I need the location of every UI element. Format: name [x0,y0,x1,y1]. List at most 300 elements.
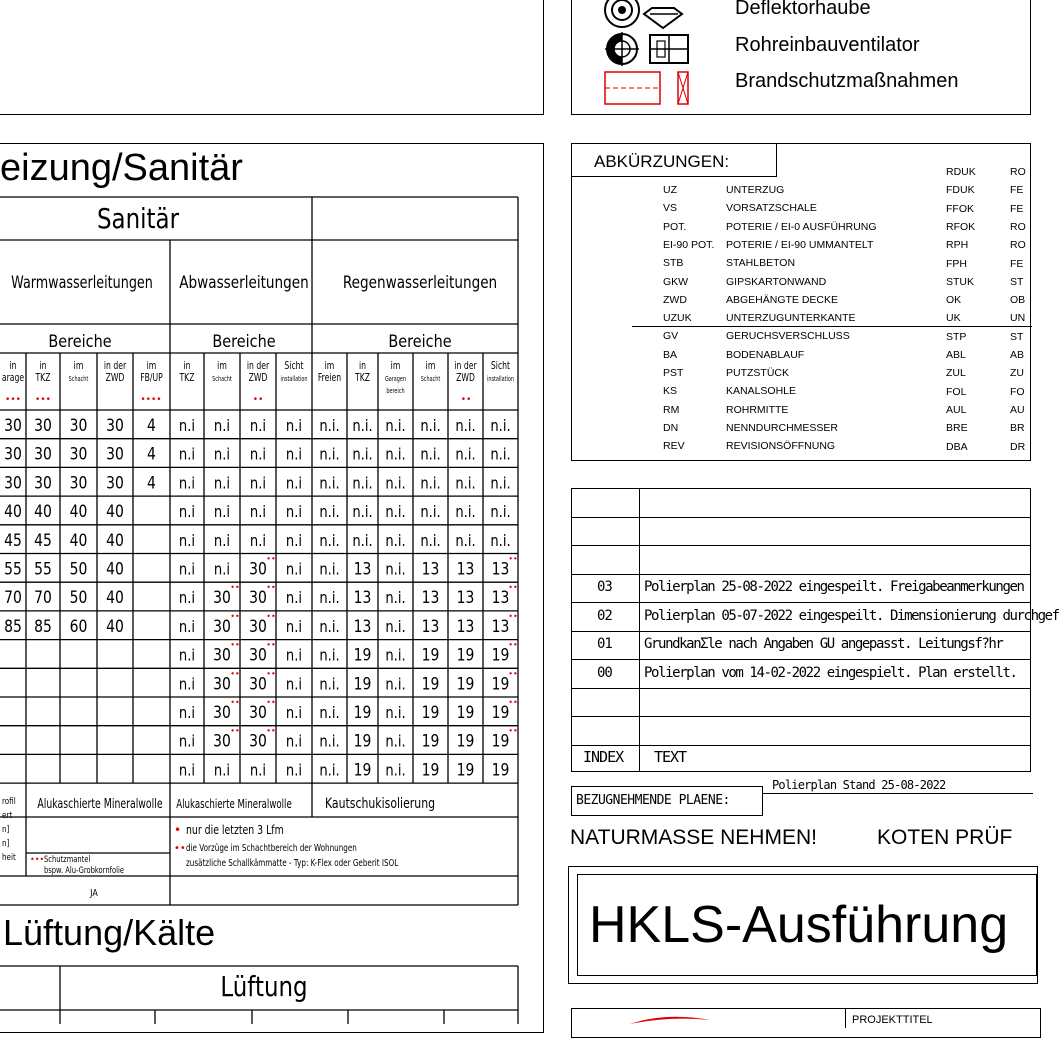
table-cell: 40 [106,587,124,608]
table-cell: n.i [178,445,196,465]
column-header: bereich [386,387,405,396]
footnote-marker: •• [508,640,518,650]
table-cell: n.i [285,416,303,436]
revision-row-line [571,716,1031,717]
revision-row-line [571,688,1031,689]
abbr-key: AUL [946,403,967,416]
table-cell: n.i [178,703,196,723]
abbr-key: DBA [946,440,968,453]
abbr-key: FDUK [946,184,975,197]
table-cell: 19 [421,673,440,694]
table-cell: 19 [491,731,510,752]
table-cell: n.i [285,531,303,551]
table-cell: 40 [69,501,88,522]
column-header: Sicht [490,359,511,373]
abbr-value: PUTZSTÜCK [726,367,789,379]
footnote-marker: •• [174,843,186,854]
table-cell: 19 [353,702,372,723]
table-cell: 85 [4,616,22,637]
table-cell: 30 [213,616,231,637]
abbr-key: EI-90 POT. [663,238,715,251]
footnote-marker: •• [508,669,518,679]
abbr-key: OK [946,294,962,307]
schutz-note-2: bspw. Alu-Grobkornfolie [44,865,124,876]
table-cell: n.i. [319,732,340,752]
abbr-value: OB [1010,294,1026,307]
abbr-value: RO [1010,239,1026,252]
abbr-value: ZU [1010,367,1024,380]
table-cell: n.i. [385,588,406,608]
table-cell: n.i. [319,560,340,579]
table-cell: n.i. [385,445,406,465]
table-cell: 4 [147,415,156,436]
koten-note: KOTEN PRÜF [877,826,1013,849]
table-cell: n.i. [319,675,340,694]
revision-row-line [571,745,1031,746]
table-cell: 30 [213,645,231,665]
table-cell: n.i. [420,445,441,465]
abbr-key: BRE [946,422,968,435]
table-cell: n.i. [385,617,406,637]
abbr-value: RO [1010,166,1026,178]
table-cell: n.i. [490,531,511,551]
table-cell: 19 [491,760,510,780]
abbr-key: UZUK [663,312,692,325]
table-cell: n.i [285,502,303,522]
table-cell: n.i [178,646,196,665]
table-cell: n.i. [420,531,441,551]
table-cell: n.i. [385,732,406,752]
column-header: im [324,359,335,373]
table-cell: 30 [249,731,267,752]
column-header: Freien [317,371,342,385]
abbr-key: FOL [946,385,967,398]
abbr-value: NENNDURCHMESSER [726,421,839,434]
table-cell: n.i [178,474,196,493]
column-header: in der [103,359,127,373]
table-cell: 13 [491,587,510,608]
table-cell: n.i [285,617,303,637]
table-cell: 13 [421,587,440,608]
table-cell: n.i [249,761,267,780]
left-fragment-text: heit [2,851,16,863]
naturmasse-note: NATURMASSE NEHMEN! [570,826,817,849]
table-cell: n.i [213,761,231,780]
column-header: im [217,359,227,373]
table-cell: 13 [421,616,440,637]
footnote-marker: •• [230,611,240,621]
table-cell: 19 [456,645,475,665]
table-cell: 30 [69,415,88,436]
table-cell: 60 [69,616,88,637]
table-cell: 30 [4,444,22,465]
material-warm: Alukaschierte Mineralwolle [37,795,163,812]
table-cell: 40 [106,616,124,637]
table-cell: 4 [147,473,156,493]
table-cell: n.i [285,732,303,752]
lueftung-kaelte-title: Lüftung/Kälte [3,912,216,953]
abbr-value: AB [1010,349,1025,361]
abbr-key: BA [663,348,678,361]
table-cell: 19 [456,760,475,780]
table-cell: n.i. [385,761,406,780]
revision-row-line [571,602,1031,603]
abbr-key: ZUL [946,367,966,380]
table-cell: 50 [69,587,88,608]
table-cell: n.i. [385,502,406,522]
table-cell: n.i. [352,502,373,522]
table-cell: 13 [353,587,372,608]
hkls-title: HKLS-Ausführung [589,896,1009,954]
footnote-marker: •• [508,611,518,621]
column-header: TKZ [179,371,195,385]
table-cell: n.i. [385,675,406,694]
footnote-marker: •••• [140,395,162,405]
table-cell: 19 [456,731,475,752]
table-cell: n.i. [352,531,373,551]
abbr-key: UZ [663,184,677,196]
table-cell: 30 [213,731,231,752]
table-cell: n.i. [319,445,340,465]
table-cell: 30 [4,415,22,436]
column-header: TKZ [354,371,371,385]
table-cell: n.i [213,416,231,436]
abbr-value: VORSATZSCHALE [726,202,817,215]
revision-row-line [571,545,1031,546]
column-header: in [358,359,367,373]
revision-index: 03 [597,579,612,595]
footnote-marker: •• [266,611,276,621]
table-cell: n.i. [319,617,340,637]
abbr-value: FE [1010,184,1024,197]
schutz-note-1: Schutzmantel [44,854,91,865]
table-cell: 40 [106,530,124,551]
table-cell: n.i. [319,502,340,522]
table-cell: 13 [456,616,475,637]
heizung-sanitaer-title: eizung/Sanitär [0,147,243,189]
table-cell: n.i. [385,646,406,665]
table-cell: n.i [285,474,303,493]
column-header: in [183,359,191,373]
group-abwasser: Abwasserleitungen [179,272,309,293]
abbr-value: UN [1010,312,1026,325]
revision-row-line [571,574,1031,575]
table-cell: n.i. [385,703,406,723]
column-header: installation [486,375,515,384]
table-cell: n.i [178,531,196,551]
abbr-value: POTERIE / EI-0 AUSFÜHRUNG [726,220,877,233]
table-cell: n.i [178,617,196,637]
note-2: die Vorzüge im Schachtbereich der Wohnungen [186,842,357,855]
table-cell: 70 [4,587,22,608]
table-cell: n.i [249,445,267,465]
abbr-key: RDUK [946,166,976,178]
abbr-key: ABL [946,349,966,361]
column-header: Sicht [284,359,304,373]
table-cell: n.i. [455,474,476,493]
abbr-value: ST [1010,275,1024,288]
table-cell: n.i. [319,761,340,780]
abbr-value: UNTERZUG [726,184,785,196]
table-cell: n.i [285,560,303,579]
group-warmwasser: Warmwasserleitungen [11,272,153,293]
table-cell: 30 [249,673,267,694]
table-cell: 19 [456,673,475,694]
revision-row-line [571,659,1031,660]
abbr-key: STUK [946,275,975,288]
footnote-marker: •• [508,583,518,593]
footnote-marker: •• [230,698,240,707]
table-cell: n.i. [319,588,340,608]
table-cell: n.i [285,588,303,608]
table-cell: 45 [4,530,22,551]
abbr-value: BODENABLAUF [726,348,805,361]
bereiche-abw: Bereiche [212,330,276,352]
column-header: arage [1,371,25,385]
bezug-value: Polierplan Stand 25-08-2022 [772,778,946,792]
table-cell: n.i. [455,531,476,551]
table-cell: 30 [249,559,267,579]
revision-text: Polierplan 25-08-2022 eingespeilt. Freigabeanmerkungen [644,579,1024,595]
table-cell: n.i. [490,445,511,465]
revision-index: 01 [597,636,612,652]
table-cell: 19 [353,645,372,665]
table-cell: 19 [491,702,510,723]
table-cell: 4 [147,444,156,465]
footnote-marker: •• [508,726,518,736]
deflector-hood-icon [605,0,682,28]
footnote-marker: •• [266,698,276,707]
column-header: TKZ [35,371,51,385]
table-cell: 30 [34,473,52,493]
table-cell: n.i [285,761,303,780]
table-cell: n.i. [490,416,511,436]
revision-index-header: INDEX [583,748,624,766]
table-cell: n.i. [352,474,373,493]
revision-index: 00 [597,664,612,681]
table-cell: 19 [353,760,372,780]
abbr-key: STB [663,257,684,270]
column-header: ZWD [456,371,475,385]
table-cell: n.i. [352,416,373,436]
inline-fan-icon [605,32,688,66]
table-cell: 30 [69,444,88,465]
table-cell: n.i [213,531,231,551]
note-1: nur die letzten 3 Lfm [186,822,284,838]
column-header: Garagen [384,375,407,384]
table-cell: 40 [69,530,88,551]
footnote-marker: •• [266,554,276,564]
column-header: im [390,359,401,373]
table-cell: n.i. [490,502,511,522]
note-3: zusätzliche Schallkämmatte - Typ: K-Flex oder Geberit ISOL [186,857,399,870]
table-cell: 19 [421,731,440,752]
table-cell: n.i. [385,474,406,493]
left-fragment-text: n] [2,837,10,849]
abbr-value: GIPSKARTONWAND [726,275,827,288]
table-cell: n.i [285,445,303,465]
footnote-marker: •• [266,640,276,650]
group-regenwasser: Regenwasserleitungen [342,272,498,293]
table-cell: 19 [491,645,510,665]
table-cell: n.i. [319,474,340,493]
column-header: Schacht [68,375,89,384]
revision-text: GrundkanΣle nach Angaben GU angepasst. Leitungsf?hr [644,636,1003,652]
table-cell: n.i. [490,474,511,493]
column-header: FB/UP [140,371,163,385]
abbr-key: STP [946,330,967,343]
table-cell: 30 [249,616,267,637]
table-cell: n.i [285,675,303,694]
abbr-value: RO [1010,220,1026,233]
revision-index: 02 [597,607,612,624]
abbr-key: KS [663,385,678,398]
table-cell: 30 [34,415,52,436]
table-cell: n.i [249,474,267,493]
abbr-value: ROHRMITTE [726,403,789,416]
lueftung-header: Lüftung [220,970,308,1004]
abbr-value: GERUCHSVERSCHLUSS [726,330,850,343]
bezug-label: BEZUGNEHMENDE PLAENE: [576,793,730,808]
table-cell: n.i. [385,531,406,551]
abbr-value: KANALSOHLE [726,385,797,398]
abbr-value: REVISIONSÖFFNUNG [726,440,836,453]
table-cell: n.i [178,502,196,522]
abbr-key: GKW [663,275,689,288]
footnote-marker: •• [266,726,276,736]
table-cell: 13 [353,559,372,579]
footnote-marker: •• [252,395,264,405]
table-cell: n.i. [352,445,373,465]
footnote-marker: •• [460,395,472,405]
abbr-key: RFOK [946,220,976,233]
table-cell: 30 [249,587,267,608]
table-cell: n.i. [319,703,340,723]
table-cell: 30 [213,587,231,608]
bezug-underline [763,793,1033,794]
legend-label-fire-protection: Brandschutzmaßnahmen [735,70,959,92]
abbr-value: STAHLBETON [726,257,796,270]
table-cell: 13 [456,587,475,608]
abbr-key: POT. [663,220,687,233]
column-header: in der [246,359,270,373]
table-cell: 50 [69,559,88,579]
abbr-value: ABGEHÄNGTE DECKE [726,293,839,306]
table-cell: 30 [213,702,231,723]
abbr-key: DN [663,421,679,434]
table-cell: 40 [34,501,52,522]
footnote-marker: •• [230,583,240,593]
table-cell: 40 [106,501,124,522]
footnote-marker: •• [230,669,240,679]
table-cell: n.i [178,761,196,780]
table-cell: n.i [178,732,196,752]
table-cell: 30 [4,473,22,493]
table-cell: n.i [178,560,196,579]
abbr-key: UK [946,312,961,325]
table-cell: n.i [178,588,196,608]
abbr-value: UNTERZUGUNTERKANTE [726,312,856,325]
table-cell: 30 [106,444,124,465]
column-header: im [425,359,436,373]
table-cell: n.i. [319,646,340,665]
table-cell: 13 [491,616,510,637]
column-header: ZWD [248,371,268,385]
table-cell: 19 [421,702,440,723]
abbr-key: REV [663,440,685,453]
table-cell: 19 [353,731,372,752]
table-cell: n.i [213,445,231,465]
sanitaer-header: Sanitär [96,202,180,236]
table-cell: n.i [213,502,231,522]
table-cell: 30 [249,702,267,723]
table-cell: n.i [178,416,196,436]
column-header: installation [280,375,308,384]
ja-text: JA [90,888,98,900]
table-cell: n.i [249,502,267,522]
table-cell: n.i. [385,560,406,579]
abbr-value: FE [1010,257,1024,270]
table-cell: 30 [69,473,88,493]
abbr-value: ST [1010,330,1024,343]
project-title-divider [845,1008,846,1028]
table-cell: 19 [421,645,440,665]
abbr-value: DR [1010,440,1026,453]
table-cell: 40 [4,501,22,522]
table-cell: 40 [106,559,124,579]
footnote-marker: •• [508,698,518,707]
table-cell: n.i [213,474,231,493]
table-cell: 30 [106,473,124,493]
table-cell: 30 [213,673,231,694]
table-cell: 13 [421,559,440,579]
abbreviations-title: ABKÜRZUNGEN: [594,152,730,171]
footnote-marker: •• [230,726,240,736]
column-header: Schacht [420,375,441,384]
column-header: in der [454,359,477,373]
left-fragment-text: ert [2,809,13,821]
abbr-key: RM [663,403,680,416]
column-header: im [146,359,157,373]
revision-text-header: TEXT [654,748,687,766]
revision-text: Polierplan vom 14-02-2022 eingespielt. Plan erstellt. [644,664,1017,681]
abbr-key: VS [663,202,678,215]
abbr-value: BR [1010,422,1025,435]
table-cell: 13 [353,616,372,637]
table-cell: n.i [249,416,267,436]
table-cell: 30 [249,645,267,665]
table-cell: n.i. [455,416,476,436]
table-cell: n.i [285,646,303,665]
table-cell: n.i [285,703,303,723]
column-header: Schacht [212,375,232,384]
table-cell: n.i. [385,416,406,436]
abbr-value: AU [1010,403,1025,416]
footnote-marker: •• [266,669,276,679]
table-cell: n.i. [420,502,441,522]
legend-label-fan: Rohreinbauventilator [735,34,920,56]
table-cell: 13 [456,559,475,579]
table-cell: 70 [34,587,52,608]
table-cell: 55 [4,559,22,579]
table-cell: 19 [421,760,440,780]
footnote-marker: •• [266,583,276,593]
footnote-marker: ••• [35,395,51,405]
fire-protection-icon [605,72,688,104]
column-header: in [39,359,47,373]
abbr-value: FO [1010,385,1025,398]
material-abw: Alukaschierte Mineralwolle [176,797,292,812]
